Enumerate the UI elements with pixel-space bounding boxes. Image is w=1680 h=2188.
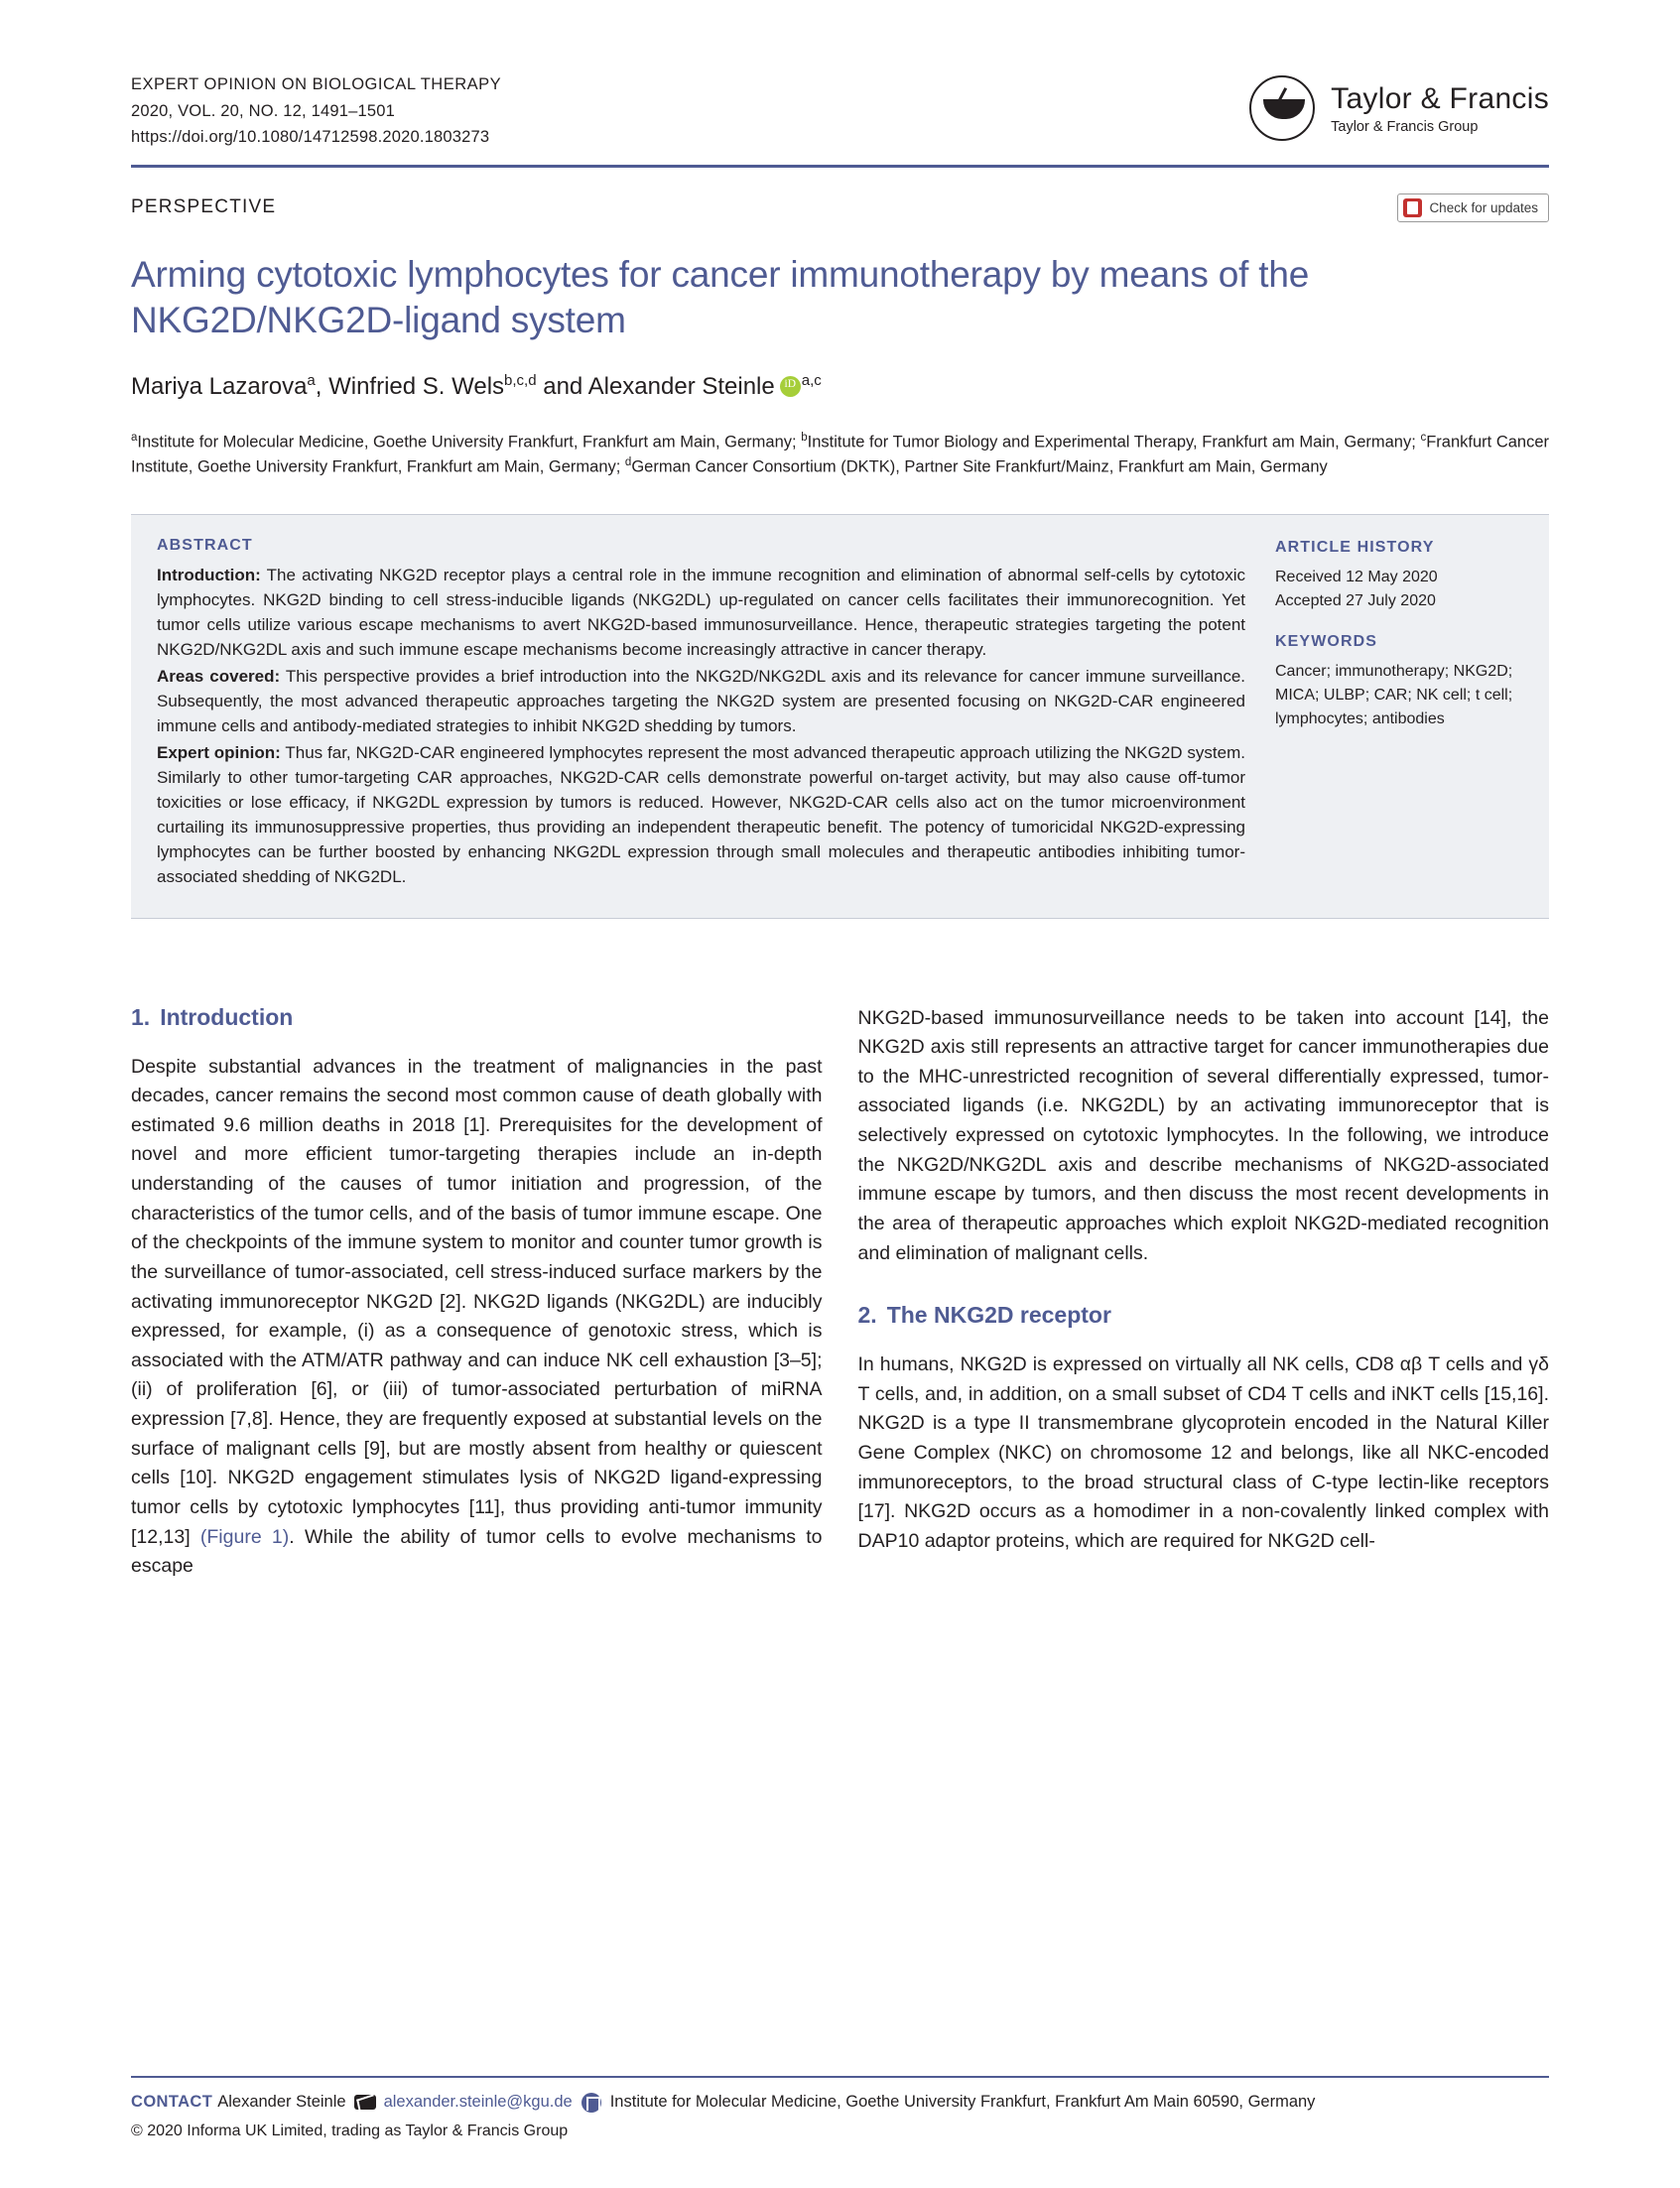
body-columns <box>131 1004 1549 1582</box>
abstract-sidebar <box>1275 537 1523 892</box>
masthead <box>131 71 1549 165</box>
author-list <box>131 371 1549 403</box>
section-number-receptor: 2. <box>857 1302 877 1329</box>
affiliations: $^a$Institute for Molecular Medicine, Goethe University Frankfurt, Frankfurt am Main, Germany; $^b$Institute for Tumor Biology and Experimental Therapy, Frankfurt am Main, Germany; $^c$Frankfurt Cancer Institute, Goethe University Frankfurt, Frankfurt am Main, Germany; $^d$German Cancer Consortium (DKTK), Partner Site Frankfurt/Mainz, Frankfurt am Main, Germany <box>131 431 1550 476</box>
column-left <box>131 1004 823 1582</box>
contact-line <box>131 2090 1549 2115</box>
abstract-label-expert-opinion: Expert opinion: <box>157 742 281 762</box>
accepted-date: Accepted 27 July 2020 <box>1275 591 1436 609</box>
article-type: PERSPECTIVE <box>131 196 277 218</box>
column-right <box>858 1004 1550 1582</box>
article-history-heading: ARTICLE HISTORY <box>1275 538 1435 556</box>
publisher-name: Taylor & Francis <box>1331 81 1549 115</box>
abstract-paragraph-expert-opinion <box>157 741 1245 890</box>
section-number-introduction: 1. <box>131 1003 151 1030</box>
copyright-line: © 2020 Informa UK Limited, trading as Taylor & Francis Group <box>131 2123 569 2139</box>
section-heading-introduction <box>131 1004 823 1031</box>
envelope-icon <box>354 2095 376 2110</box>
publisher-group: Taylor & Francis Group <box>1331 118 1479 135</box>
keywords-heading: KEYWORDS <box>1275 632 1378 650</box>
abstract-paragraph-introduction <box>157 564 1245 663</box>
abstract-text-expert-opinion: Thus far, NKG2D-CAR engineered lymphocytes represent the most advanced therapeutic approach utilizing the NKG2D system. Similarly to other tumor-targeting CAR approaches, NKG2D-CAR cells demonstrate powerful on-target activity, but may also cause off-tumor toxicities or lose efficacy, if NKG2DL expression by tumors is reduced. However, NKG2D-CAR cells also act on the tumor microenvironment curtailing its immunosuppressive properties, thus providing an independent therapeutic benefit. The potency of tumoricidal NKG2D-expressing lymphocytes can be further boosted by enhancing NKG2DL expression through small molecules and therapeutic antibodies inhibiting tumor-associated shedding of NKG2DL. <box>157 742 1245 886</box>
journal-title: EXPERT OPINION ON BIOLOGICAL THERAPY <box>131 75 502 93</box>
abstract-main <box>157 537 1245 892</box>
orcid-id-icon[interactable] <box>780 376 801 397</box>
paragraph-introduction-continued: NKG2D-based immunosurveillance needs to be taken into account [14], the NKG2D axis still represents an attractive target for cancer immunotherapies due to the MHC-unrestricted recognition of several differentially expressed, tumor-associated ligands (i.e. NKG2DL) by an activating immunoreceptor that is selectively expressed on cytotoxic lymphocytes. In the following, we introduce the NKG2D/NKG2DL axis and describe mechanisms of NKG2D-associated immune escape by tumors, and then discuss the most recent developments in the area of therapeutic approaches which exploit NKG2D-mediated recognition and elimination of malignant cells. <box>857 1006 1549 1264</box>
abstract-label-areas-covered: Areas covered: <box>157 666 281 686</box>
abstract-label-introduction: Introduction: <box>157 565 261 584</box>
abstract-text-areas-covered: This perspective provides a brief introduction into the NKG2D/NKG2DL axis and its relevance for cancer immune surveillance. Subsequently, the most advanced therapeutic approaches targeting the NKG2D system are presented focusing on NKG2D-CAR engineered immune cells and antibody-mediated strategies to inhibit NKG2D shedding by tumors. <box>157 666 1245 735</box>
contact-label: CONTACT <box>131 2093 213 2112</box>
keywords-list: Cancer; immunotherapy; NKG2D; MICA; ULBP; CAR; NK cell; t cell; lymphocytes; antibodies <box>1275 662 1513 727</box>
check-for-updates-button[interactable] <box>1397 193 1549 222</box>
section-heading-nkg2d-receptor <box>858 1302 1550 1329</box>
paragraph-introduction: Despite substantial advances in the treatment of malignancies in the past decades, cancer remains the second most common cause of death globally with estimated 9.6 million deaths in 2018 [1]. Prerequisites for the development of novel and more efficient tumor-targeting therapies include an in-depth understanding of the causes of tumor initiation and progression, of the characteristics of the tumor cells, and of the basis of tumor immune escape. One of the checkpoints of the immune system to monitor and counter tumor growth is the surveillance of tumor-associated, cell stress-induced surface markers by the activating immunoreceptor NKG2D [2]. NKG2D ligands (NKG2DL) are inducibly expressed, for example, (i) as a consequence of genotoxic stress, which is associated with the ATM/ATR pathway and can induce NK cell exhaustion [3–5]; (ii) of proliferation [6], or (iii) of tumor-associated perturbation of miRNA expression [7,8]. Hence, they are frequently exposed at substantial levels on the surface of malignant cells [9], but are mostly absent from healthy or quiescent cells [10]. NKG2D engagement stimulates lysis of NKG2D ligand-expressing tumor cells by cytotoxic lymphocytes [11], thus providing anti-tumor immunity [12,13] (Figure 1). While the ability of tumor cells to evolve mechanisms to escape <box>131 1055 823 1578</box>
abstract-heading: ABSTRACT <box>157 536 253 554</box>
masthead-rule <box>131 165 1549 168</box>
article-type-row <box>131 193 1549 222</box>
contact-name: Alexander Steinle <box>217 2093 346 2112</box>
contact-email[interactable]: alexander.steinle@kgu.de <box>383 2093 573 2112</box>
authors-text: Mariya Lazarova$^a$, Winfried S. Wels$^{b,c,d}$ and Alexander Steinle <box>131 372 775 401</box>
received-date: Received 12 May 2020 <box>1275 568 1438 585</box>
paragraph-nkg2d-receptor: In humans, NKG2D is expressed on virtually all NK cells, CD8 αβ T cells and γδ T cells, and, in addition, on a small subset of CD4 T cells and iNKT cells [15,16]. NKG2D is a type II transmembrane glycoprotein encoded in the Natural Killer Gene Complex (NKC) on chromosome 12 and belongs, like all NKC-encoded immunoreceptors, to the broad structural class of C-type lectin-like receptors [17]. NKG2D occurs as a homodimer in a non-covalently linked complex with DAP10 adaptor proteins, which are required for NKG2D cell- <box>857 1353 1549 1552</box>
section-title-introduction: Introduction <box>160 1003 294 1030</box>
journal-meta <box>131 71 501 151</box>
abstract-text-introduction: The activating NKG2D receptor plays a central role in the immune recognition and elimination of abnormal self-cells by cytotoxic lymphocytes. NKG2D binding to cell stress-inducible ligands (NKG2DL) up-regulated on cancer cells facilitates their immunorecognition. Yet tumor cells utilize various escape mechanisms to avert NKG2D-based immunosurveillance. Hence, therapeutic strategies targeting the potent NKG2D/NKG2DL axis and such immune escape mechanisms become increasingly attractive in cancer therapy. <box>157 565 1245 659</box>
section-title-receptor: The NKG2D receptor <box>886 1302 1111 1329</box>
publisher-logo <box>1249 75 1549 141</box>
page-footer <box>131 2076 1549 2140</box>
crossmark-icon <box>1403 198 1422 217</box>
orcid-affil-sup: a,c <box>801 372 822 390</box>
page-title: Arming cytotoxic lymphocytes for cancer immunotherapy by means of the NKG2D/NKG2D-ligand system <box>131 253 1310 340</box>
abstract-block <box>131 514 1549 919</box>
contact-institute: Institute for Molecular Medicine, Goethe University Frankfurt, Frankfurt Am Main 60590, Germany <box>609 2093 1316 2112</box>
institution-icon <box>582 2093 601 2113</box>
article-doi[interactable]: https://doi.org/10.1080/14712598.2020.1803273 <box>131 128 490 147</box>
journal-issue: 2020, VOL. 20, NO. 12, 1491–1501 <box>131 101 396 120</box>
footer-rule <box>131 2076 1549 2078</box>
check-for-updates-label: Check for updates <box>1429 199 1538 215</box>
abstract-paragraph-areas-covered <box>157 665 1245 739</box>
taylor-francis-lamp-icon <box>1249 75 1315 141</box>
